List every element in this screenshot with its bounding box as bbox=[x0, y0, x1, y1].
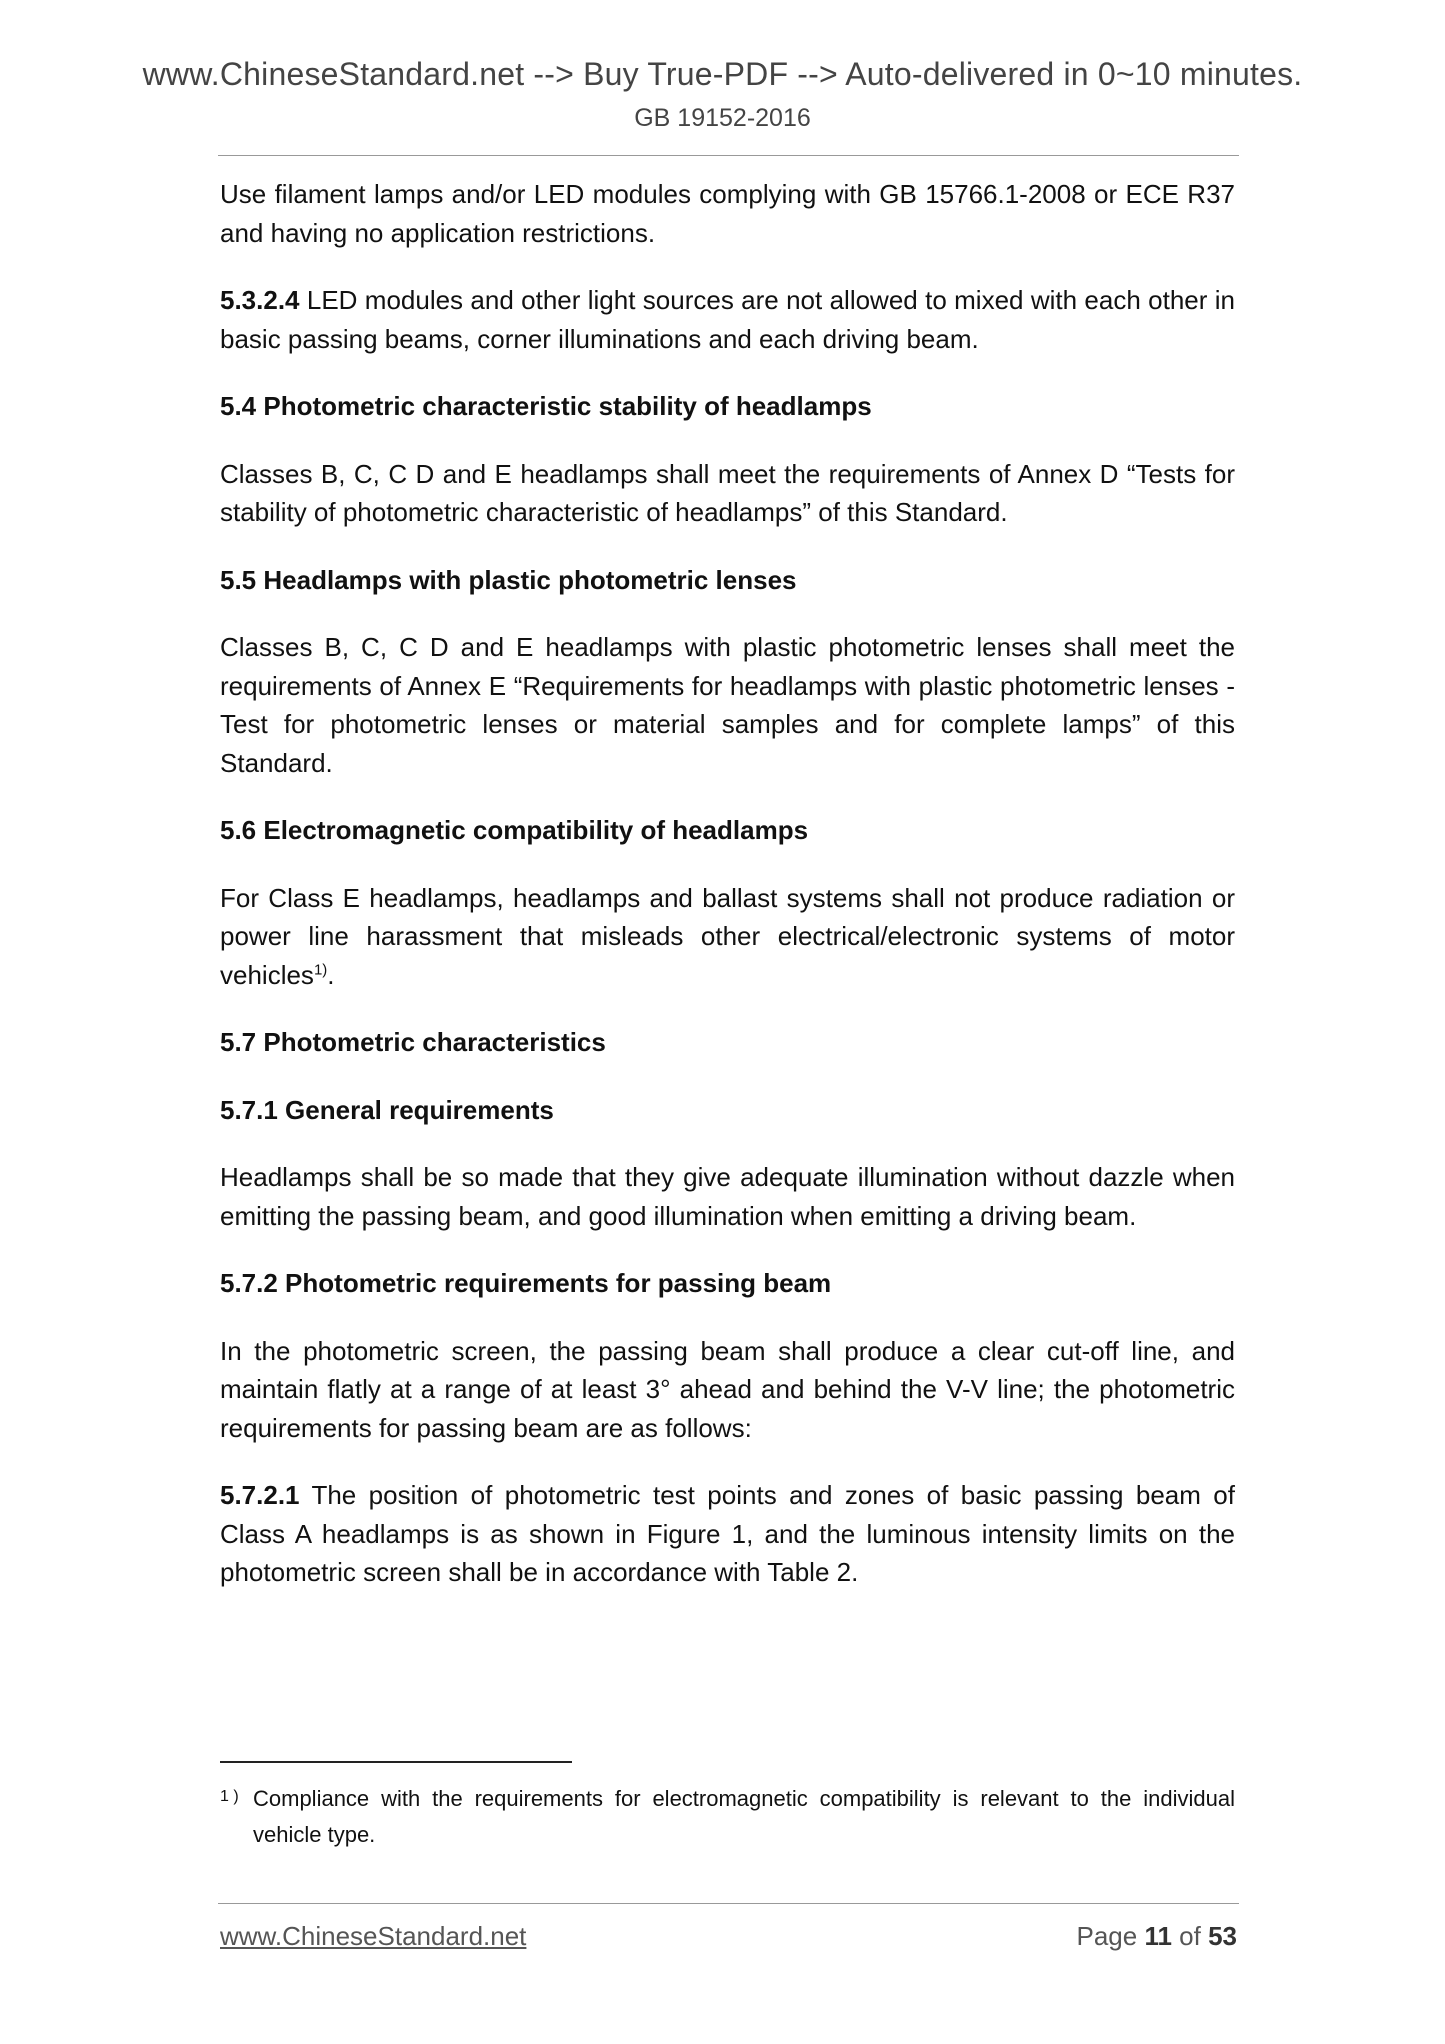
footer-divider bbox=[218, 1903, 1239, 1904]
standard-number: GB 19152-2016 bbox=[634, 104, 811, 132]
clause-text-end: . bbox=[327, 959, 335, 990]
footnote-reference[interactable]: 1) bbox=[313, 960, 328, 978]
heading-5-7-2: 5.7.2 Photometric requirements for passing beam bbox=[220, 1268, 832, 1298]
heading-5-7: 5.7 Photometric characteristics bbox=[220, 1027, 606, 1057]
heading-5-5: 5.5 Headlamps with plastic photometric lenses bbox=[220, 564, 797, 595]
paragraph-5-7-2: In the photometric screen, the passing beam shall produce a clear cut-off line, and maintain flatly at a range of at least 3° ahead and behind the V-V line; the photometric requirements for passing beam are as follows: bbox=[220, 1335, 1235, 1443]
header-divider bbox=[218, 155, 1239, 156]
footnote bbox=[220, 1781, 1235, 1853]
header-banner: www.ChineseStandard.net --> Buy True-PDF --> Auto-delivered in 0~10 minutes. bbox=[142, 56, 1303, 92]
paragraph-5-7-1: Headlamps shall be so made that they give adequate illumination without dazzle when emitting the passing beam, and good illumination when emitting a driving beam. bbox=[220, 1162, 1235, 1231]
paragraph-5-6 bbox=[220, 879, 1235, 995]
clause-text: LED modules and other light sources are not allowed to mixed with each other in basic passing beams, corner illuminations and each driving beam. bbox=[220, 285, 1235, 354]
clause-number: 5.7.2.1 bbox=[220, 1480, 300, 1510]
clause-number: 5.3.2.4 bbox=[220, 285, 300, 315]
footnote-text: Compliance with the requirements for electromagnetic compatibility is relevant to the individual vehicle type. bbox=[253, 1786, 1235, 1847]
page-label: Page bbox=[1076, 1921, 1145, 1951]
clause-text: The position of photometric test points and zones of basic passing beam of Class A headlamps is as shown in Figure 1, and the luminous intensity limits on the photometric screen shall be in accordance with Table 2. bbox=[220, 1480, 1235, 1587]
document-body bbox=[220, 175, 1235, 1621]
clause-text: For Class E headlamps, headlamps and ballast systems shall not produce radiation or power line harassment that misleads other electrical/electronic systems of motor vehicles bbox=[220, 882, 1235, 990]
page-total: 53 bbox=[1208, 1921, 1237, 1951]
heading-5-4: 5.4 Photometric characteristic stability of headlamps bbox=[220, 391, 872, 421]
paragraph-5-5: Classes B, C, C D and E headlamps with plastic photometric lenses shall meet the requirements of Annex E “Requirements for headlamps with plastic photometric lenses - Test for photometric lenses or material samples and for complete lamps” of this Standard. bbox=[220, 632, 1235, 778]
paragraph-5-7-2-1 bbox=[220, 1476, 1235, 1592]
page-current: 11 bbox=[1144, 1921, 1172, 1951]
paragraph-5-4: Classes B, C, C D and E headlamps shall meet the requirements of Annex D “Tests for stability of photometric characteristic of headlamps” of this Standard. bbox=[220, 458, 1235, 527]
page-of: of bbox=[1171, 1921, 1209, 1951]
heading-5-7-1: 5.7.1 General requirements bbox=[220, 1094, 554, 1125]
page-number bbox=[1076, 1921, 1237, 1952]
footer-site-link[interactable]: www.ChineseStandard.net bbox=[220, 1921, 527, 1951]
paragraph-light-sources: Use filament lamps and/or LED modules complying with GB 15766.1-2008 or ECE R37 and having no application restrictions. bbox=[220, 179, 1235, 248]
footnote-mark: 1 ) bbox=[220, 1788, 239, 1805]
heading-5-6: 5.6 Electromagnetic compatibility of headlamps bbox=[220, 815, 809, 845]
paragraph-5-3-2-4 bbox=[220, 281, 1235, 358]
footnote-divider bbox=[220, 1761, 572, 1763]
